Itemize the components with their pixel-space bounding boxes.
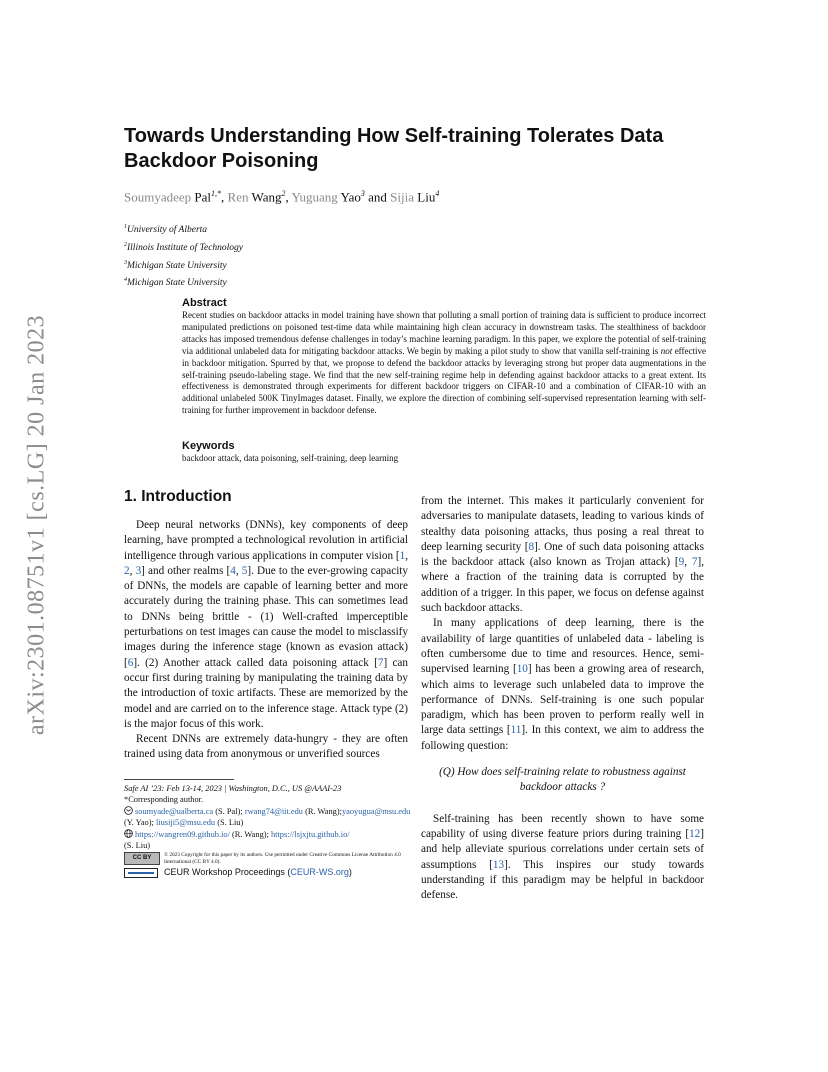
text-run: ] and other realms [ (141, 564, 231, 577)
homepage-link[interactable]: https://lsjxjtu.github.io/ (270, 829, 350, 839)
affiliation-number: 4 (124, 277, 127, 284)
ceur-row (124, 867, 412, 878)
text-run: ]. This inspires our study towards understanding if this paradigm may be helpful in backdoor defense. (421, 858, 705, 902)
affiliation-name: University of Alberta (127, 225, 208, 236)
abstract-heading: Abstract (182, 297, 227, 309)
citation-link[interactable]: 13 (492, 858, 505, 871)
paragraph (421, 812, 704, 904)
author-separator: , (221, 189, 228, 205)
email-link[interactable]: liusiji5@msu.edu (155, 818, 216, 828)
email-link[interactable]: rwang74@iit.edu (244, 806, 303, 816)
affiliation-item (124, 220, 243, 238)
citation-link[interactable]: 9 (678, 556, 685, 569)
text-run: Self-training has been recently shown to have some capability of using diverse feature priors during training [ (421, 812, 704, 840)
text-run: , (684, 556, 692, 569)
paragraph (421, 616, 704, 754)
text-run: ] and help alleviate spurious correlations under certain sets of assumptions [ (421, 827, 704, 871)
right-column (421, 494, 704, 903)
affiliation-list (124, 220, 243, 291)
text-run: ] can occur first during training by manipulating the training data by the introduction of toxic artifacts. These are memorized by the model and are carried on to the inference stage. Attack type (2) is the major focus of this work. (124, 656, 408, 730)
text-run: , (129, 564, 136, 577)
citation-link[interactable]: 10 (516, 663, 528, 676)
ceur-proceedings: CEUR Workshop Proceedings (CEUR-WS.org) (164, 867, 352, 878)
author-separator: , (285, 189, 292, 205)
author-first-name: Ren (227, 189, 252, 205)
author-affiliation-mark: 3 (360, 189, 365, 198)
paragraph (421, 494, 704, 616)
text-run: ]. One of such data poisoning attacks is the backdoor attack (also known as Trojan attack) [ (421, 540, 704, 569)
citation-link[interactable]: 4 (230, 564, 236, 577)
text-run: ]. Due to the ever-growing capacity of DNNs, the models are capable of learning better and more accurately during the training phase. This can sometimes lead to DNNs being brittle - (1) Well-crafted imperceptible perturbations on test images can cause the model to misclassify images during the inference stage (known as evasion attack) [ (124, 564, 409, 669)
author-first-name: Yuguang (291, 189, 341, 205)
globe-icon (124, 829, 133, 838)
ceur-link[interactable]: CEUR-WS.org (290, 867, 349, 878)
email-owner: (S. Pal); (213, 806, 245, 816)
author-first-name: Soumyadeep (124, 189, 195, 205)
citation-link[interactable]: 5 (241, 564, 248, 577)
abstract-text: Recent studies on backdoor attacks in model training have shown that polluting a small portion of training data is sufficient to produce incorrect manipulated predictions on poisoned test-time data while maintaining high clean accuracy in downstream tasks. The stealthiness of backdoor attacks has imposed tremendous defense challenges in today’s machine learning paradigm. In this paper, we explore the potential of self-training via additional unlabeled data for mitigating backdoor attacks. We begin by making a pilot study to show that vanilla self-training is not effective in backdoor mitigation. Spurred by that, we propose to defend the backdoor attacks by leveraging strong but proper data augmentations in the self-training pseudo-labeling stage. We find that the new self-training regime help in defending against backdoor attacks to a great extent. Its effectiveness is demonstrated through experiments for different backdoor triggers on CIFAR-10 and a combination of CIFAR-10 with an additional unlabeled 500K TinyImages dataset. Finally, we explore the direction of combining self-supervised representation learning with self-training for further improvement in backdoor defense. (182, 310, 707, 416)
author-last-name: Liu (417, 189, 436, 205)
venue-note: Safe AI ’23: Feb 13-14, 2023 | Washington, D.C., US @AAAI-23 (124, 784, 342, 793)
email-owner: (R. Wang); (303, 806, 342, 816)
author-last-name: Wang (251, 189, 282, 205)
text-run: Deep neural networks (DNNs), key components of deep learning, have prompted a technological revolution in artificial intelligence through various applications in computer vision [ (124, 519, 408, 562)
citation-link[interactable]: 11 (510, 724, 522, 737)
paragraph: Recent DNNs are extremely data-hungry - they are often trained using data from anonymous or unverified sources (124, 733, 408, 761)
text-run: , (405, 549, 408, 562)
homepage-list (124, 829, 412, 840)
text-run: , (235, 564, 242, 577)
citation-link[interactable]: 12 (689, 827, 701, 840)
homepage-link[interactable]: https://wangren09.github.io/ (135, 829, 230, 839)
affiliation-name: Michigan State University (127, 260, 227, 271)
abstract-section (182, 297, 706, 417)
text-run: In many applications of deep learning, there is the availability of large quantities of unlabeled data - labeling is often cumbersome due to time and resources. Hence, semi-supervised learning [ (421, 617, 704, 676)
affiliation-number: 3 (124, 259, 127, 266)
author-affiliation-mark: 2 (281, 189, 286, 198)
citation-link[interactable]: 3 (135, 564, 142, 577)
affiliation-item (124, 273, 243, 291)
author-first-name: Sijia (390, 189, 418, 205)
email-owner: (Y. Yao); (124, 818, 156, 828)
affiliation-item (124, 256, 243, 274)
author-list (124, 189, 439, 205)
author-affiliation-mark: 1,* (211, 189, 222, 198)
homepage-owner: (R. Wang); (229, 829, 271, 839)
affiliation-item (124, 238, 243, 256)
citation-link[interactable]: 8 (528, 540, 535, 553)
affiliation-name: Michigan State University (127, 278, 227, 289)
text-run: ]. In this context, we aim to address the following question: (421, 724, 704, 752)
research-question: (Q) How does self-training relate to robustness against backdoor attacks ? (439, 766, 686, 794)
left-column (124, 518, 408, 763)
email-owner: (S. Liu) (215, 818, 244, 828)
citation-link[interactable]: 7 (691, 556, 698, 569)
license-text: © 2023 Copyright for this paper by its authors. Use permitted under Creative Commons License Attribution 4.0 International (CC BY 4.0). (164, 852, 401, 865)
license-row (124, 852, 412, 865)
citation-link[interactable]: 2 (124, 564, 130, 577)
citation-link[interactable]: 6 (127, 656, 134, 669)
affiliation-number: 1 (124, 224, 127, 230)
corresponding-author-note: *Corresponding author. (124, 795, 204, 805)
author-last-name: Pal (194, 189, 212, 205)
affiliation-name: Illinois Institute of Technology (127, 242, 244, 253)
footnote-divider (124, 779, 234, 780)
text-run: ] has been a growing area of research, which aims to leverage such unlabeled data to improve the performance of DNNs. Self-training is one such popular paradigm, which has been proven to perform really well in large data settings [ (421, 663, 704, 737)
keywords-text: backdoor attack, data poisoning, self-training, deep learning (182, 453, 399, 463)
citation-link[interactable]: 1 (399, 549, 406, 562)
email-link[interactable]: soumyade@ualberta.ca (135, 806, 214, 816)
text-run: from the internet. This makes it particularly convenient for adversaries to manipulate datasets, leading to various kinds of stealthy data poisoning attacks, thus posing a real threat to deep learning security [ (421, 495, 704, 553)
arxiv-identifier-stamp: arXiv:2301.08751v1 [cs.LG] 20 Jan 2023 (23, 314, 50, 736)
paper-title: Towards Understanding How Self-training Tolerates Data Backdoor Poisoning (124, 125, 664, 172)
envelope-icon (124, 806, 133, 815)
affiliation-number: 2 (124, 241, 127, 248)
footnotes (124, 783, 412, 879)
author-separator: and (364, 189, 391, 205)
keywords-section (182, 440, 706, 463)
author-affiliation-mark: 4 (435, 189, 440, 198)
author-last-name: Yao (340, 189, 361, 205)
homepage-tail: (S. Liu) (124, 841, 151, 851)
keywords-heading: Keywords (182, 440, 235, 452)
paragraph (124, 518, 408, 732)
email-list (124, 806, 412, 829)
text-run: ]. (2) Another attack called data poisoning attack [ (133, 656, 378, 669)
text-run: ], where a fraction of the training data is corrupted by the addition of a trigger. In this paper, we focus on defense against such backdoor attacks. (421, 556, 704, 615)
citation-link[interactable]: 7 (377, 656, 384, 669)
ceur-logo-icon (124, 868, 158, 878)
email-link[interactable]: yaoyugua@msu.edu (341, 806, 411, 816)
section-heading-introduction: 1. Introduction (124, 488, 232, 505)
creative-commons-badge: CC BY (124, 852, 160, 865)
